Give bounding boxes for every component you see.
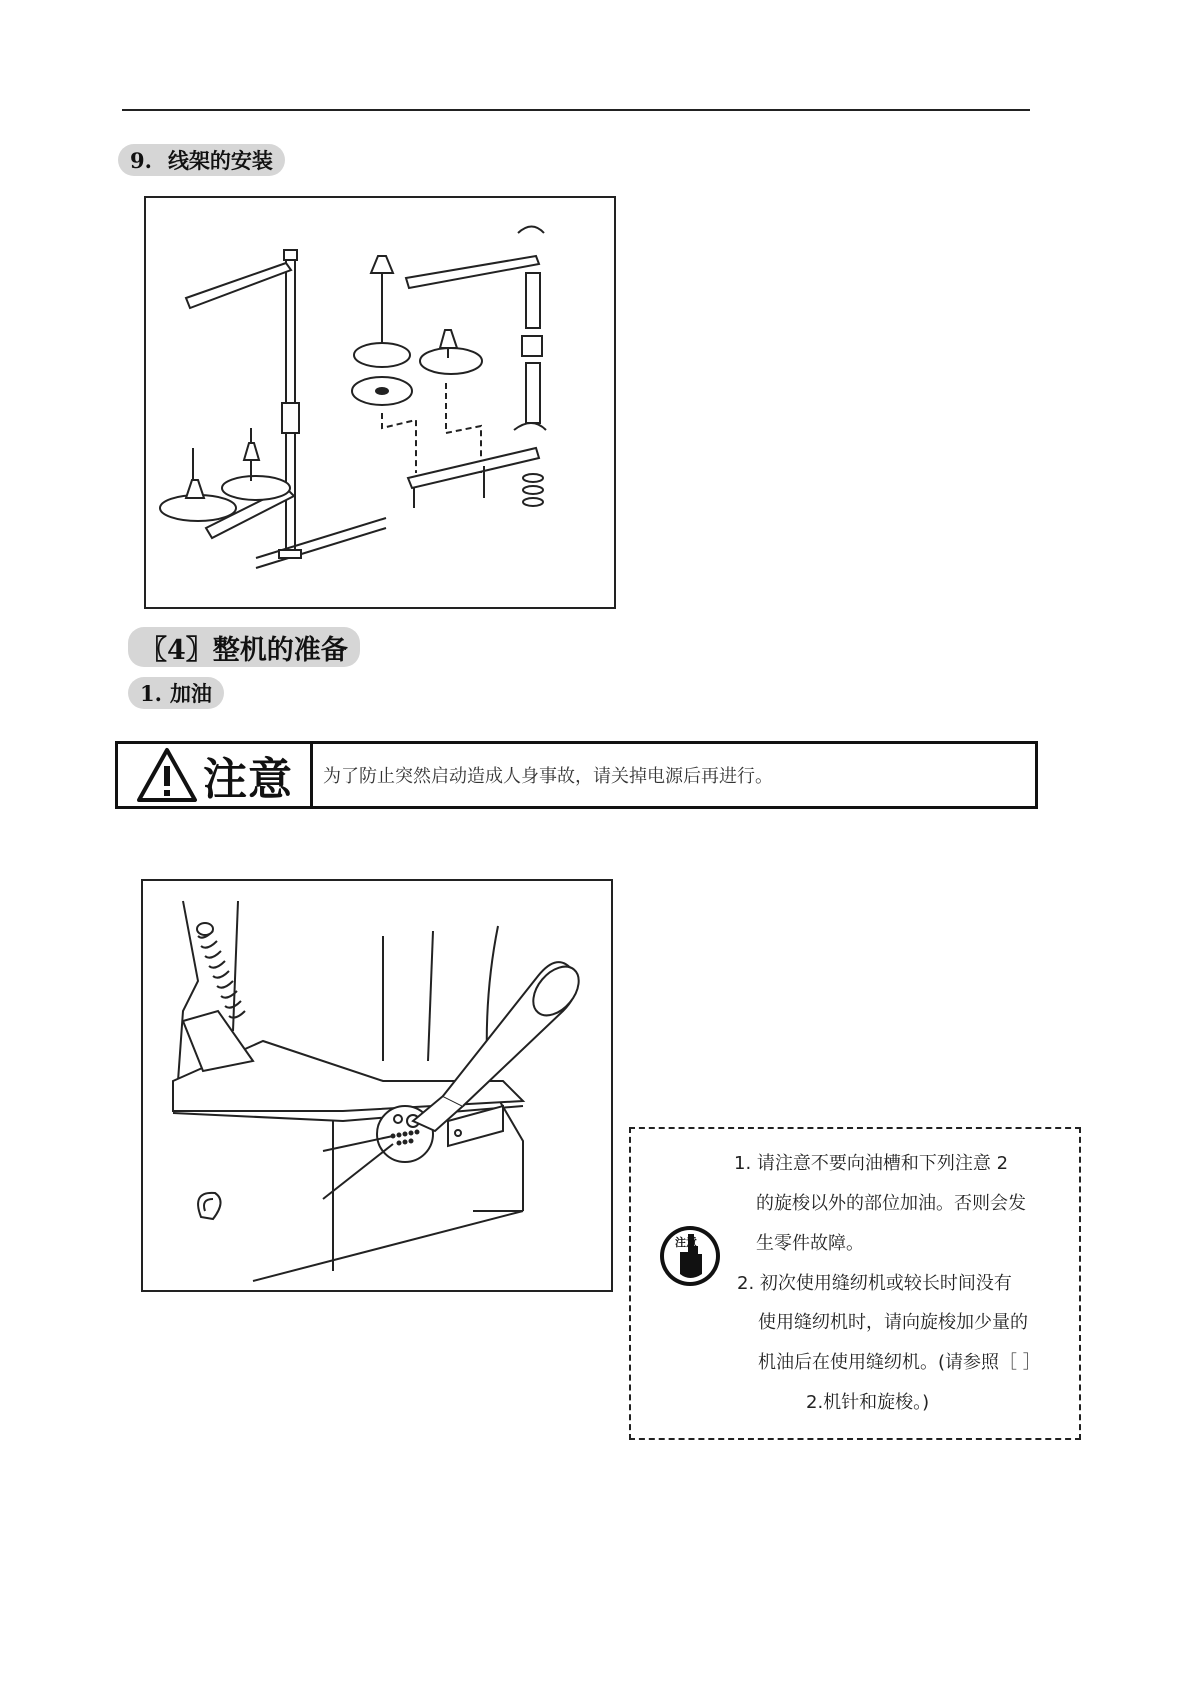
- note-line-1: 1. 请注意不要向油槽和下列注意 2: [734, 1153, 1009, 1174]
- section-9-number: 9.: [130, 147, 152, 173]
- top-rule: [122, 109, 1030, 111]
- note-line-2: 的旋梭以外的部位加油。否则会发: [756, 1193, 1026, 1214]
- section-1-title: 加油: [169, 681, 212, 706]
- note-line-4: 2. 初次使用缝纫机或较长时间没有: [737, 1273, 1012, 1294]
- thread-stand-illustration: [146, 198, 614, 607]
- warning-title: 注意: [203, 754, 293, 805]
- note-line-5: 使用缝纫机时，请向旋梭加少量的: [758, 1312, 1028, 1333]
- section-9-heading: [118, 144, 285, 176]
- section-1-heading: [128, 677, 224, 709]
- warning-header: [118, 744, 313, 806]
- chapter-4-heading: [128, 627, 360, 667]
- thread-stand-figure: [144, 196, 616, 609]
- section-1-number: 1.: [140, 680, 162, 706]
- section-9-title: 线架的安装: [167, 148, 273, 173]
- note-line-7: 2.机针和旋梭。): [806, 1392, 930, 1413]
- caution-hand-icon: [658, 1224, 722, 1288]
- warning-box: [115, 741, 1038, 809]
- caution-icon-label: 注意: [675, 1236, 697, 1249]
- oiling-illustration: [143, 881, 611, 1290]
- oiling-figure: [141, 879, 613, 1292]
- chapter-4-title: 〖4〗整机的准备: [140, 634, 348, 666]
- warning-triangle-icon: [135, 746, 199, 804]
- note-line-3: 生零件故障。: [756, 1233, 864, 1254]
- warning-text: 为了防止突然启动造成人身事故，请关掉电源后再进行。: [323, 766, 773, 787]
- note-line-6: 机油后在使用缝纫机。(请参照［ ］: [758, 1352, 1041, 1373]
